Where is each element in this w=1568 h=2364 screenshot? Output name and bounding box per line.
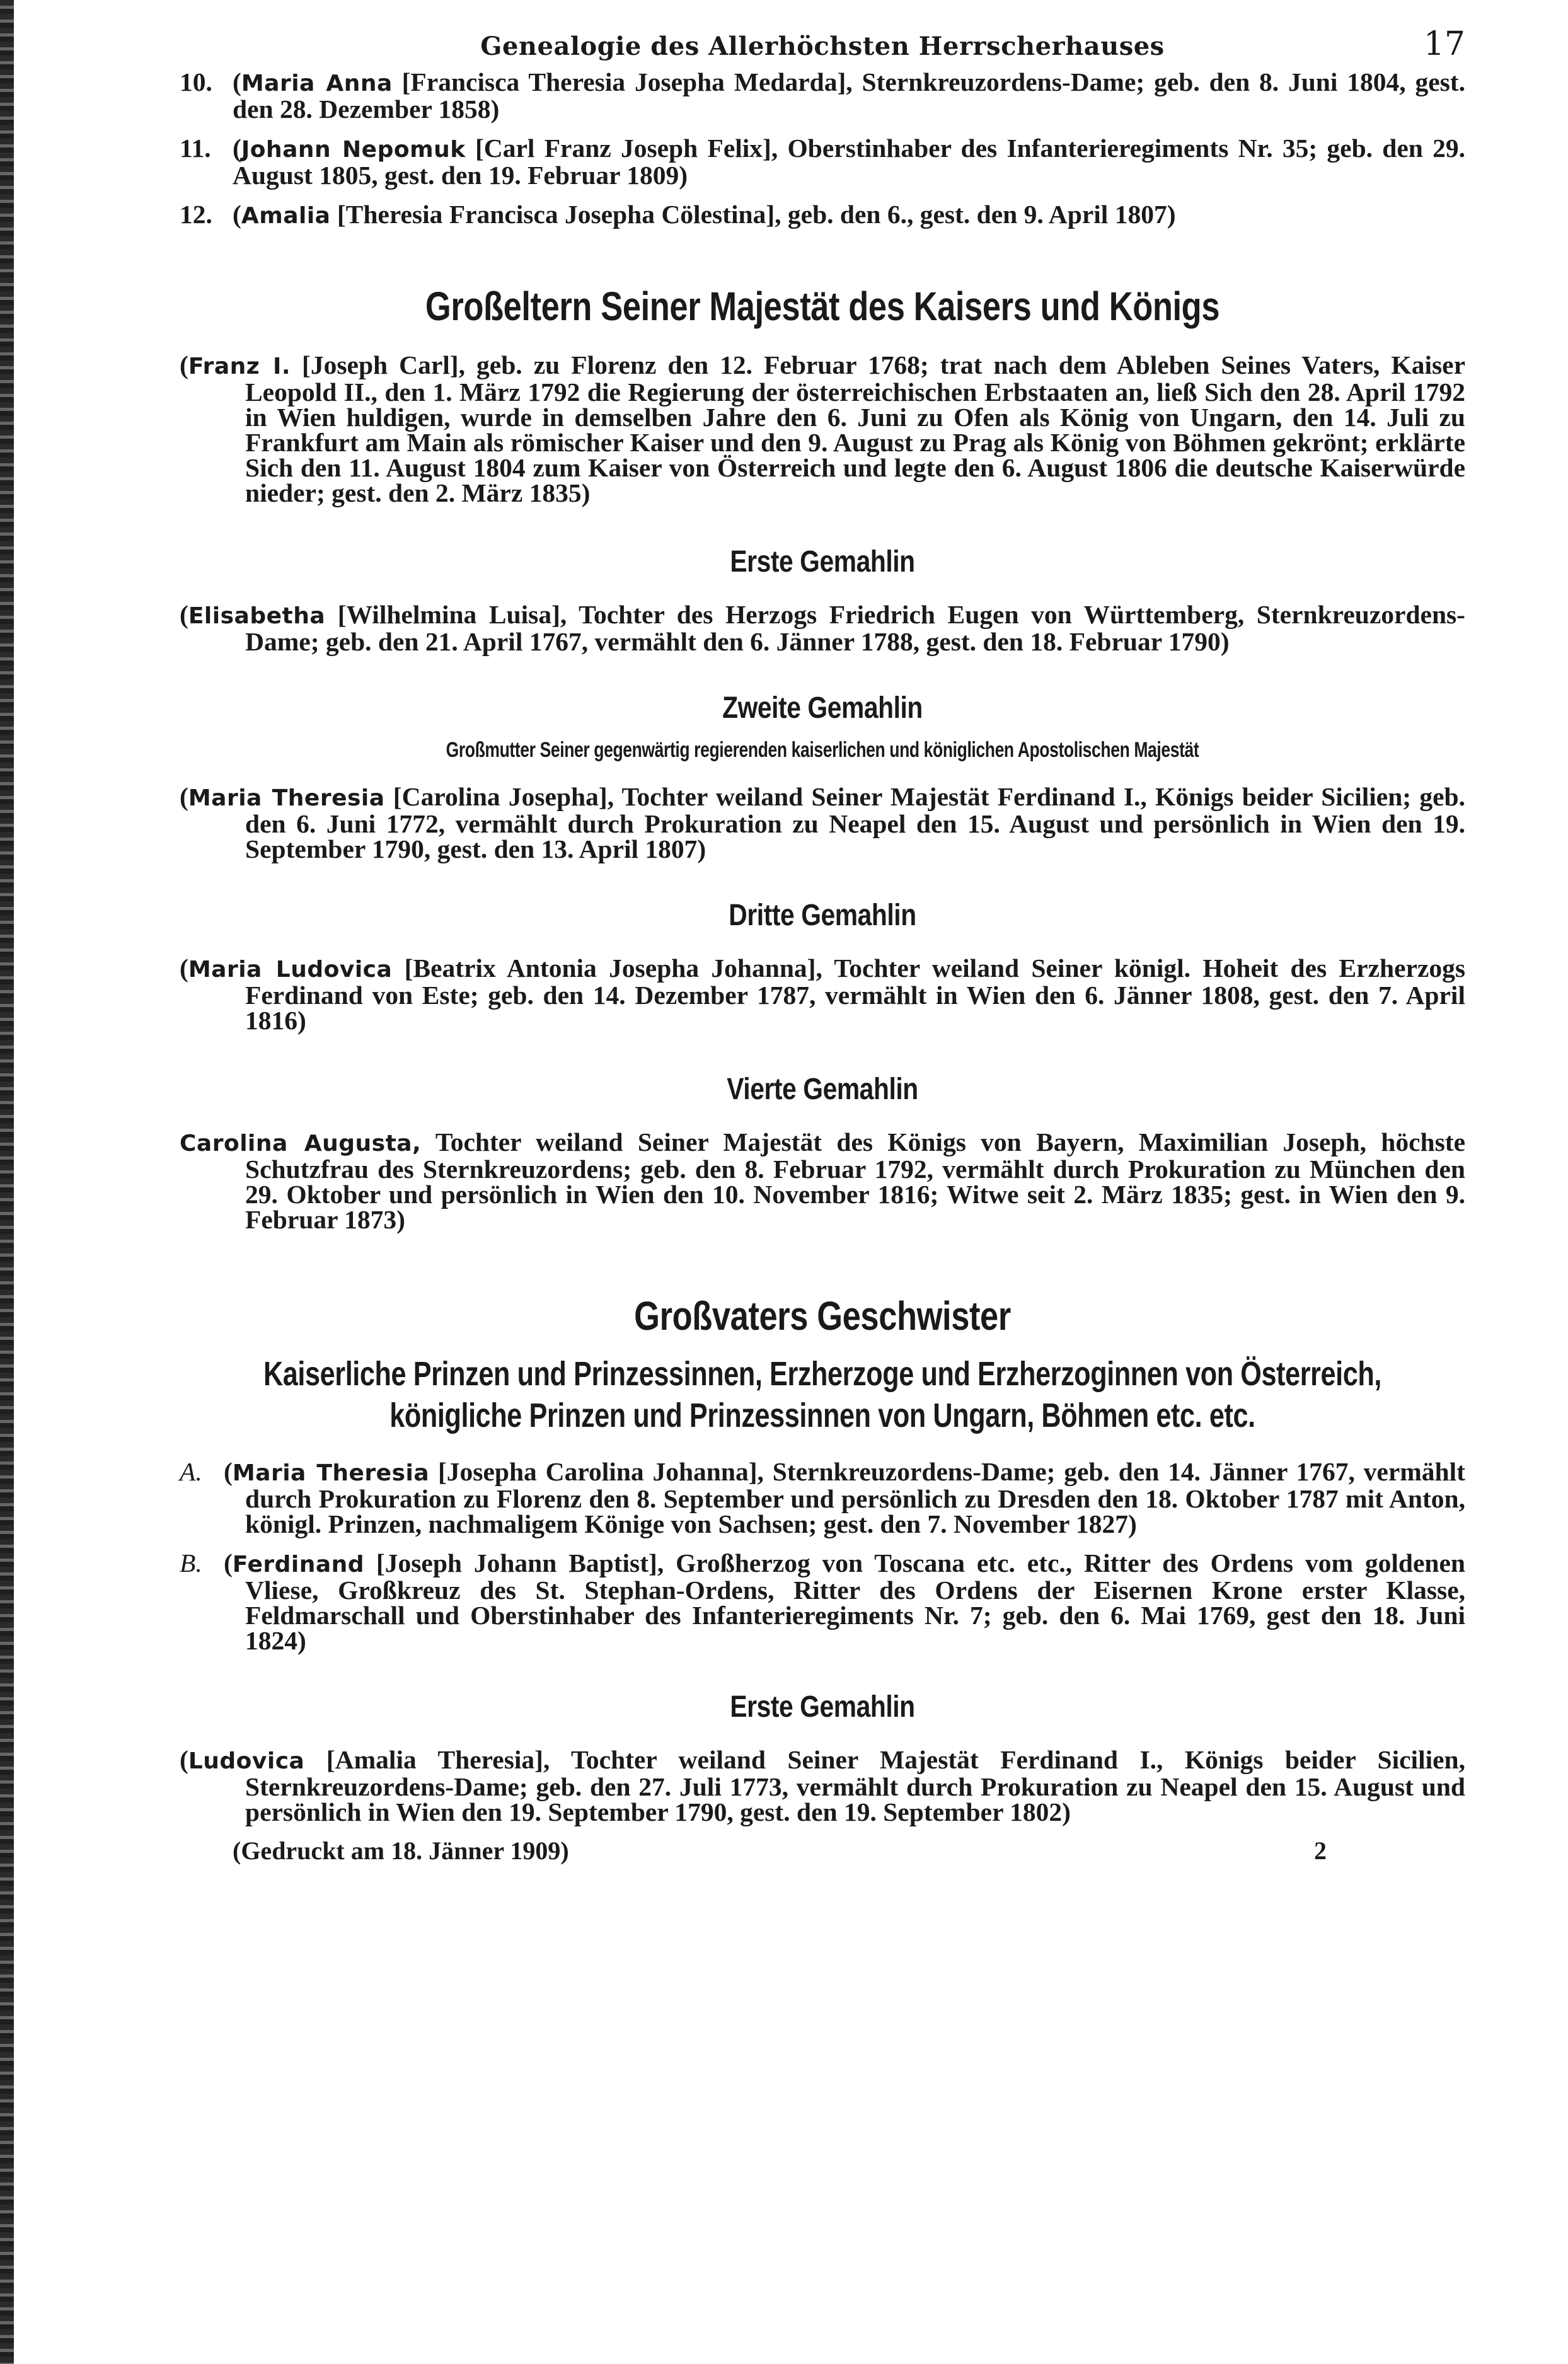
scan-binding-edge xyxy=(0,0,14,2364)
subheading-prinzen: Kaiserliche Prinzen und Prinzessinnen, Erzherzoge und Erzherzoginnen von Österreich, königliche Prinzen und Prinzessinnen von Ungarn, Böhmen etc. etc. xyxy=(263,1355,1381,1434)
open-paren: ( xyxy=(224,1457,233,1486)
entry-name: Franz I. xyxy=(188,354,291,379)
heading-grossvaters-geschwister: Großvaters Geschwister xyxy=(634,1293,1011,1339)
open-paren: ( xyxy=(233,134,241,163)
entry-text: Tochter weiland Seiner Majestät des Königs von Bayern, Maximilian Joseph, höchste Schutzfrau des Sternkreuzordens; geb. den 8. Februar 1792, vermählt durch Prokuration zu München den 29. Oktober und persönlich in Wien den 10. November 1816; Witwe seit 2. März 1835; gest. in Wien den 9. Februar 1873) xyxy=(245,1127,1465,1234)
entry-text: [Carl Franz Joseph Felix], Oberstinhaber des Infanterieregiments Nr. 35; geb. den 29. August 1805, gest. den 19. Februar 1809) xyxy=(233,134,1466,190)
open-paren: ( xyxy=(233,200,241,229)
entry-text: [Amalia Theresia], Tochter weiland Seiner Majestät Ferdinand I., Königs beider Sicilien, Sternkreuzordens-Dame; geb. den 27. Juli 1773, vermählt durch Prokuration zu Neapel den 15. August und persönlich in Wien den 19. September 1790, gest. den 19. September 1802) xyxy=(245,1745,1465,1826)
entry-name: Ludovica xyxy=(188,1748,305,1774)
running-title: Genealogie des Allerhöchsten Herrscherhauses xyxy=(480,32,1165,61)
entry-maria-ludovica xyxy=(180,955,1465,1033)
heading-grosseltern: Großeltern Seiner Majestät des Kaisers und Königs xyxy=(425,284,1220,329)
open-paren: ( xyxy=(180,954,188,983)
entry-10 xyxy=(180,69,1465,122)
heading-zweite-gemahlin: Zweite Gemahlin xyxy=(722,691,923,725)
document-page xyxy=(180,25,1465,2332)
entry-text: [Carolina Josepha], Tochter weiland Seiner Majestät Ferdinand I., Königs beider Sicilien; geb. den 6. Juni 1772, vermählt durch Prokuration zu Neapel den 15. August und persönlich in Wien den 19. September 1790, gest. den 13. April 1807) xyxy=(245,782,1465,863)
open-paren: ( xyxy=(180,600,188,629)
open-paren: ( xyxy=(180,1745,188,1774)
open-paren: ( xyxy=(180,782,188,811)
heading-erste-gemahlin: Erste Gemahlin xyxy=(730,545,915,579)
page-footer xyxy=(180,1836,1465,1865)
entry-11 xyxy=(180,135,1465,188)
entry-name: Amalia xyxy=(241,203,331,229)
open-paren: ( xyxy=(233,67,241,96)
entry-text: [Theresia Francisca Josepha Cölestina], geb. den 6., gest. den 9. April 1807) xyxy=(330,200,1176,229)
entry-text: [Joseph Carl], geb. zu Florenz den 12. Februar 1768; trat nach dem Ableben Seines Vaters, Kaiser Leopold II., den 1. März 1792 die Regierung der österreichischen Erbstaaten an, ließ Sich den 28. April 1792 in Wien huldigen, wurde in demselben Jahre den 6. Juni zu Ofen als König von Ungarn, den 14. Juli zu Frankfurt am Main als römischer Kaiser und den 9. August zu Prag als König von Böhmen gekrönt; erklärte Sich den 11. August 1804 zum Kaiser von Österreich und legte den 6. August 1806 die deutsche Kaiserwürde nieder; gest. den 2. März 1835) xyxy=(245,350,1465,507)
open-paren: ( xyxy=(224,1548,233,1577)
entry-name: Carolina Augusta, xyxy=(180,1131,422,1156)
entry-number: 10. xyxy=(180,67,212,96)
entry-a-maria-theresia xyxy=(180,1459,1465,1537)
entry-text: [Josepha Carolina Johanna], Sternkreuzordens-Dame; geb. den 14. Jänner 1767, vermählt durch Prokuration zu Florenz den 8. September und persönlich zu Dresden den 18. Oktober 1787 mit Anton, königl. Prinzen, nachmaligem Könige von Sachsen; gest. den 7. November 1827) xyxy=(245,1457,1465,1538)
entry-name: Maria Theresia xyxy=(188,785,385,811)
entry-ludovica xyxy=(180,1747,1465,1825)
printed-date: (Gedruckt am 18. Jänner 1909) xyxy=(233,1836,569,1865)
entry-name: Ferdinand xyxy=(232,1552,365,1577)
open-paren: ( xyxy=(180,350,188,379)
entry-elisabetha xyxy=(180,602,1465,654)
entry-name: Elisabetha xyxy=(188,603,326,629)
running-head xyxy=(180,25,1465,69)
entry-12 xyxy=(180,202,1465,229)
entry-name: Maria Anna xyxy=(241,71,393,96)
subheading-grossmutter: Großmutter Seiner gegenwärtig regierenden kaiserlichen und königlichen Apostolischen Majestät xyxy=(446,738,1199,762)
entry-number: 12. xyxy=(180,200,212,229)
entry-b-ferdinand xyxy=(180,1550,1465,1653)
entry-name: Johann Nepomuk xyxy=(241,137,466,163)
heading-vierte-gemahlin: Vierte Gemahlin xyxy=(727,1073,918,1106)
heading-dritte-gemahlin: Dritte Gemahlin xyxy=(729,899,916,932)
entry-carolina-augusta xyxy=(180,1129,1465,1232)
entry-text: [Francisca Theresia Josepha Medarda], Sternkreuzordens-Dame; geb. den 8. Juni 1804, gest. den 28. Dezember 1858) xyxy=(233,67,1466,124)
entry-name: Maria Ludovica xyxy=(188,957,393,983)
entry-letter: B. xyxy=(180,1548,202,1577)
entry-text: [Wilhelmina Luisa], Tochter des Herzogs Friedrich Eugen von Württemberg, Sternkreuzordens-Dame; geb. den 21. April 1767, vermählt den 6. Jänner 1788, gest. den 18. Februar 1790) xyxy=(245,600,1465,656)
entry-letter: A. xyxy=(180,1457,202,1486)
entry-maria-theresia-zweite xyxy=(180,784,1465,862)
entry-number: 11. xyxy=(180,134,211,163)
signature-mark: 2 xyxy=(1314,1836,1327,1865)
entry-text: [Beatrix Antonia Josepha Johanna], Tochter weiland Seiner königl. Hoheit des Erzherzogs Ferdinand von Este; geb. den 14. Dezember 1787, vermählt in Wien den 6. Jänner 1808, gest. den 7. April 1816) xyxy=(245,954,1465,1035)
entry-name: Maria Theresia xyxy=(232,1460,430,1486)
heading-erste-gemahlin-ferdinand: Erste Gemahlin xyxy=(730,1690,915,1724)
entry-franz xyxy=(180,352,1465,505)
entry-text: [Joseph Johann Baptist], Großherzog von Toscana etc. etc., Ritter des Ordens vom goldenen Vliese, Großkreuz des St. Stephan-Ordens, Ritter des Ordens der Eisernen Krone erster Klasse, Feldmarschall und Oberstinhaber des Infanterieregiments Nr. 7; geb. den 6. Mai 1769, gest den 18. Juni 1824) xyxy=(245,1548,1465,1655)
page-number: 17 xyxy=(1423,25,1465,63)
